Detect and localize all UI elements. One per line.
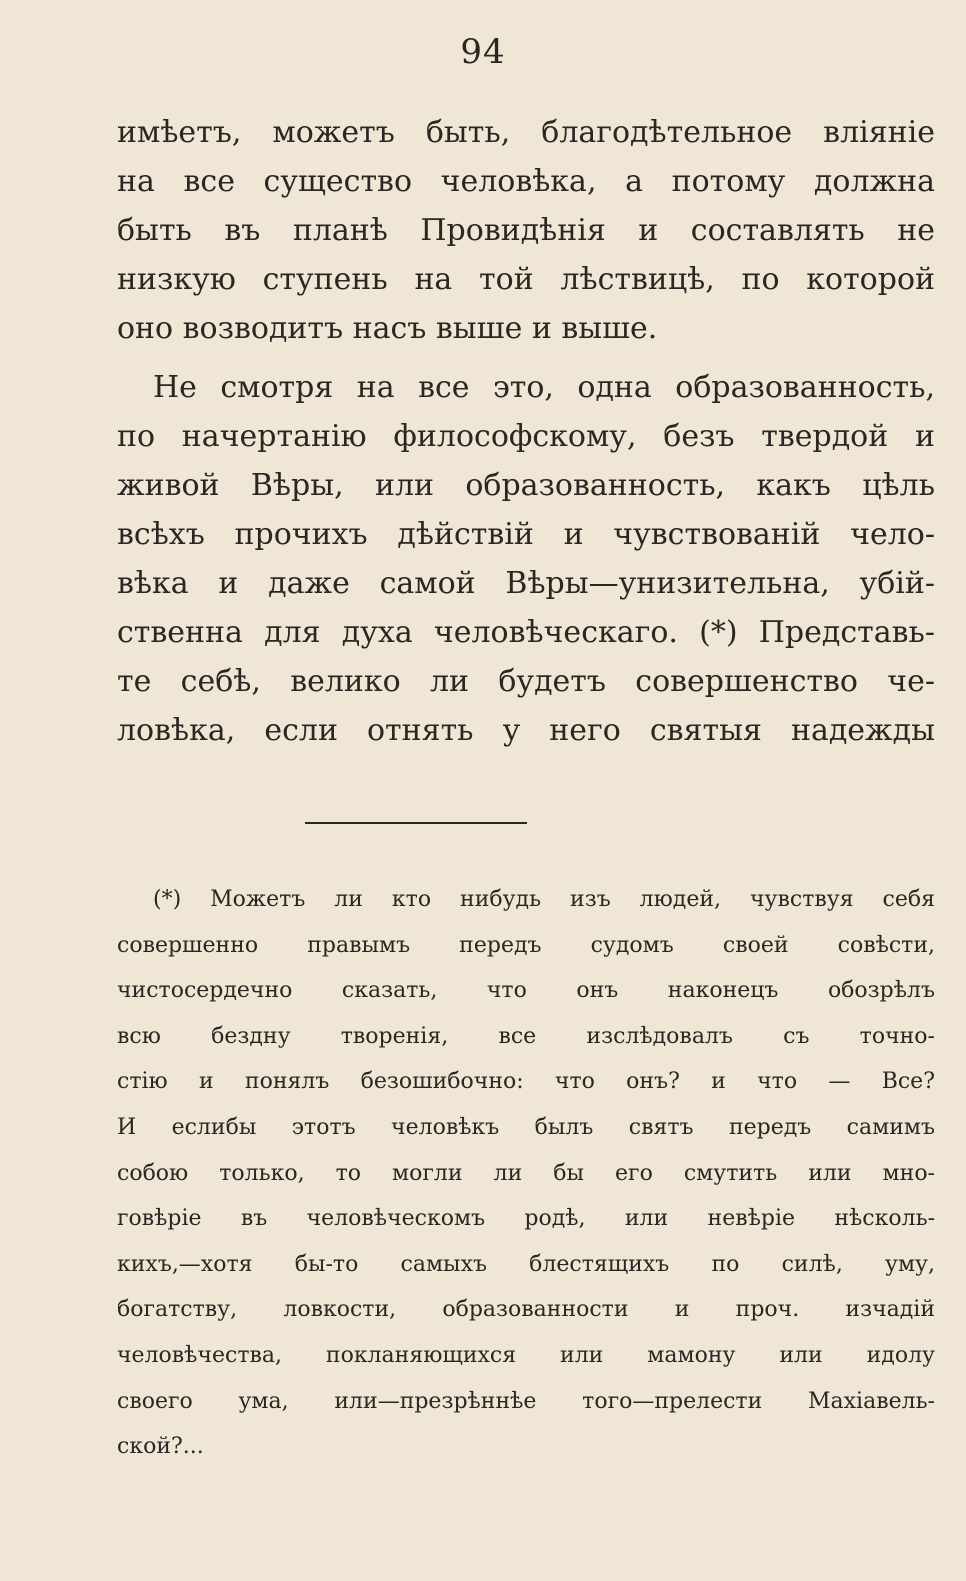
footnote-line: ской?... [117, 1434, 204, 1460]
footnote-line: собою только, то могли ли бы его смутить или мно- [117, 1160, 935, 1186]
text-line: на все существо человѣка, а потому должна [117, 164, 935, 199]
text-line: ственна для духа человѣческаго. (*) Представь- [117, 615, 935, 650]
footnote-line: кихъ,—хотя бы-то самыхъ блестящихъ по силѣ, уму, [117, 1251, 935, 1277]
text-line: по начертанію философскому, безъ твердой и [117, 419, 935, 454]
footnote-line: человѣчества, покланяющихся или мамону или идолу [117, 1342, 935, 1368]
footnote-line: стію и понялъ безошибочно: что онъ? и что — Все? [117, 1069, 935, 1095]
page-number: 94 [460, 32, 506, 72]
text-line: ловѣка, если отнять у него святыя надежды [117, 713, 935, 748]
footnote-line: богатству, ловкости, образованности и проч. изчадій [117, 1297, 935, 1323]
footnote-line: (*) Можетъ ли кто нибудь изъ людей, чувствуя себя [153, 887, 935, 912]
footnote-line: своего ума, или—презрѣннѣе того—прелести Махіавель- [117, 1388, 935, 1414]
text-line: те себѣ, велико ли будетъ совершенство че- [117, 664, 935, 699]
text-line: вѣка и даже самой Вѣры—унизительна, убій- [117, 566, 935, 601]
footnote [117, 877, 935, 1470]
text-line: быть въ планѣ Провидѣнія и составлять не [117, 213, 935, 248]
text-line: оно возводитъ насъ выше и выше. [117, 311, 658, 346]
footnote-divider [305, 822, 527, 824]
text-line: всѣхъ прочихъ дѣйствій и чувствованій чело- [117, 517, 935, 552]
footnote-line: совершенно правымъ передъ судомъ своей совѣсти, [117, 932, 935, 958]
footnote-line: чистосердечно сказать, что онъ наконецъ обозрѣлъ [117, 978, 935, 1004]
main-text [117, 108, 935, 755]
text-line: Не смотря на все это, одна образованность, [153, 370, 935, 405]
text-line: живой Вѣры, или образованность, какъ цѣль [117, 468, 935, 503]
footnote-line: И еслибы этотъ человѣкъ былъ святъ передъ самимъ [117, 1114, 935, 1140]
paragraph-gap [117, 353, 935, 363]
text-line: имѣетъ, можетъ быть, благодѣтельное вліяніе [117, 115, 935, 150]
footnote-line: говѣріе въ человѣческомъ родѣ, или невѣріе нѣсколь- [117, 1206, 935, 1232]
footnote-line: всю бездну творенія, все изслѣдовалъ съ точно- [117, 1023, 935, 1049]
text-line: низкую ступень на той лѣствицѣ, по которой [117, 262, 935, 297]
